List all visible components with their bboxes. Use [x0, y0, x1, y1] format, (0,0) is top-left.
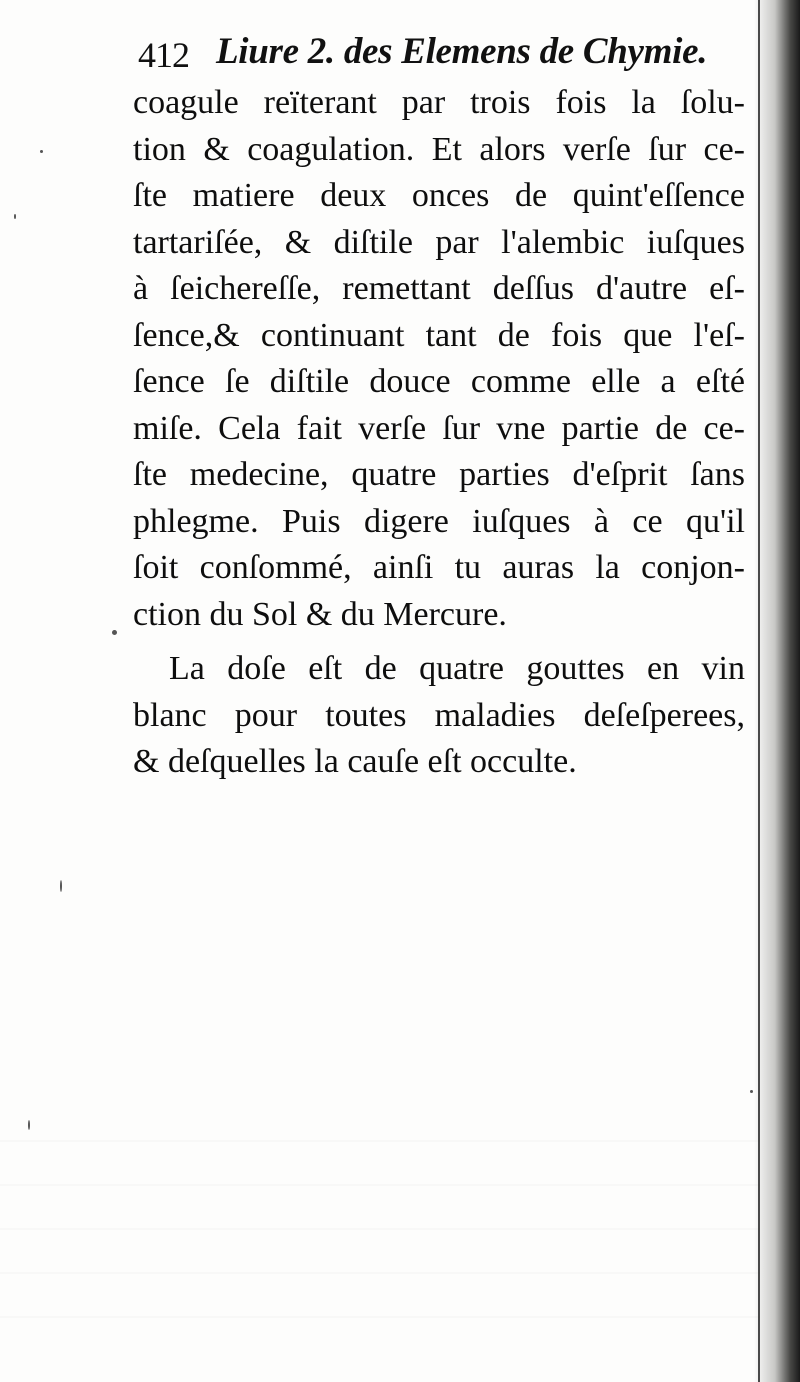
- text-line: ſence,& continuant tant de fois que l'eſ-: [133, 316, 745, 354]
- paragraph-1: [133, 80, 745, 638]
- text-line: La doſe eſt de quatre gouttes en vin: [169, 650, 745, 687]
- text-line: ſte medecine, quatre parties d'eſprit ſans: [133, 456, 745, 493]
- body-text: [133, 80, 745, 786]
- show-through-texture: [0, 1140, 760, 1340]
- text-line: phlegme. Puis digere iuſques à ce qu'il: [133, 502, 745, 540]
- page-edge-line: [758, 0, 760, 1382]
- text-line: ſte matiere deux onces de quint'eſſence: [133, 177, 745, 214]
- running-title: Liure 2. des Elemens de Chymie.: [216, 31, 708, 72]
- text-line: coagule reïterant par trois fois la ſolu-: [133, 84, 745, 121]
- text-line: ction du Sol & du Mercure.: [133, 595, 507, 633]
- text-line: tion & coagulation. Et alors verſe ſur ce-: [133, 130, 745, 168]
- paragraph-2: [133, 646, 745, 786]
- binding-gutter-shadow: [754, 0, 800, 1382]
- text-line: ſence ſe diſtile douce comme elle a eſté: [133, 363, 745, 400]
- text-line: & deſquelles la cauſe eſt occulte.: [133, 743, 577, 780]
- text-line: blanc pour toutes maladies deſeſperees,: [133, 696, 745, 734]
- text-line: à ſeichereſſe, remettant deſſus d'autre eſ-: [133, 270, 745, 307]
- page-number: 412: [138, 35, 189, 75]
- text-line: miſe. Cela fait verſe ſur vne partie de ce-: [133, 409, 745, 447]
- text-line: tartariſée, & diſtile par l'alembic iuſques: [133, 223, 745, 261]
- page-header: [138, 24, 738, 80]
- paragraph-gap: [133, 638, 745, 646]
- text-line: ſoit conſommé, ainſi tu auras la conjon-: [133, 549, 745, 586]
